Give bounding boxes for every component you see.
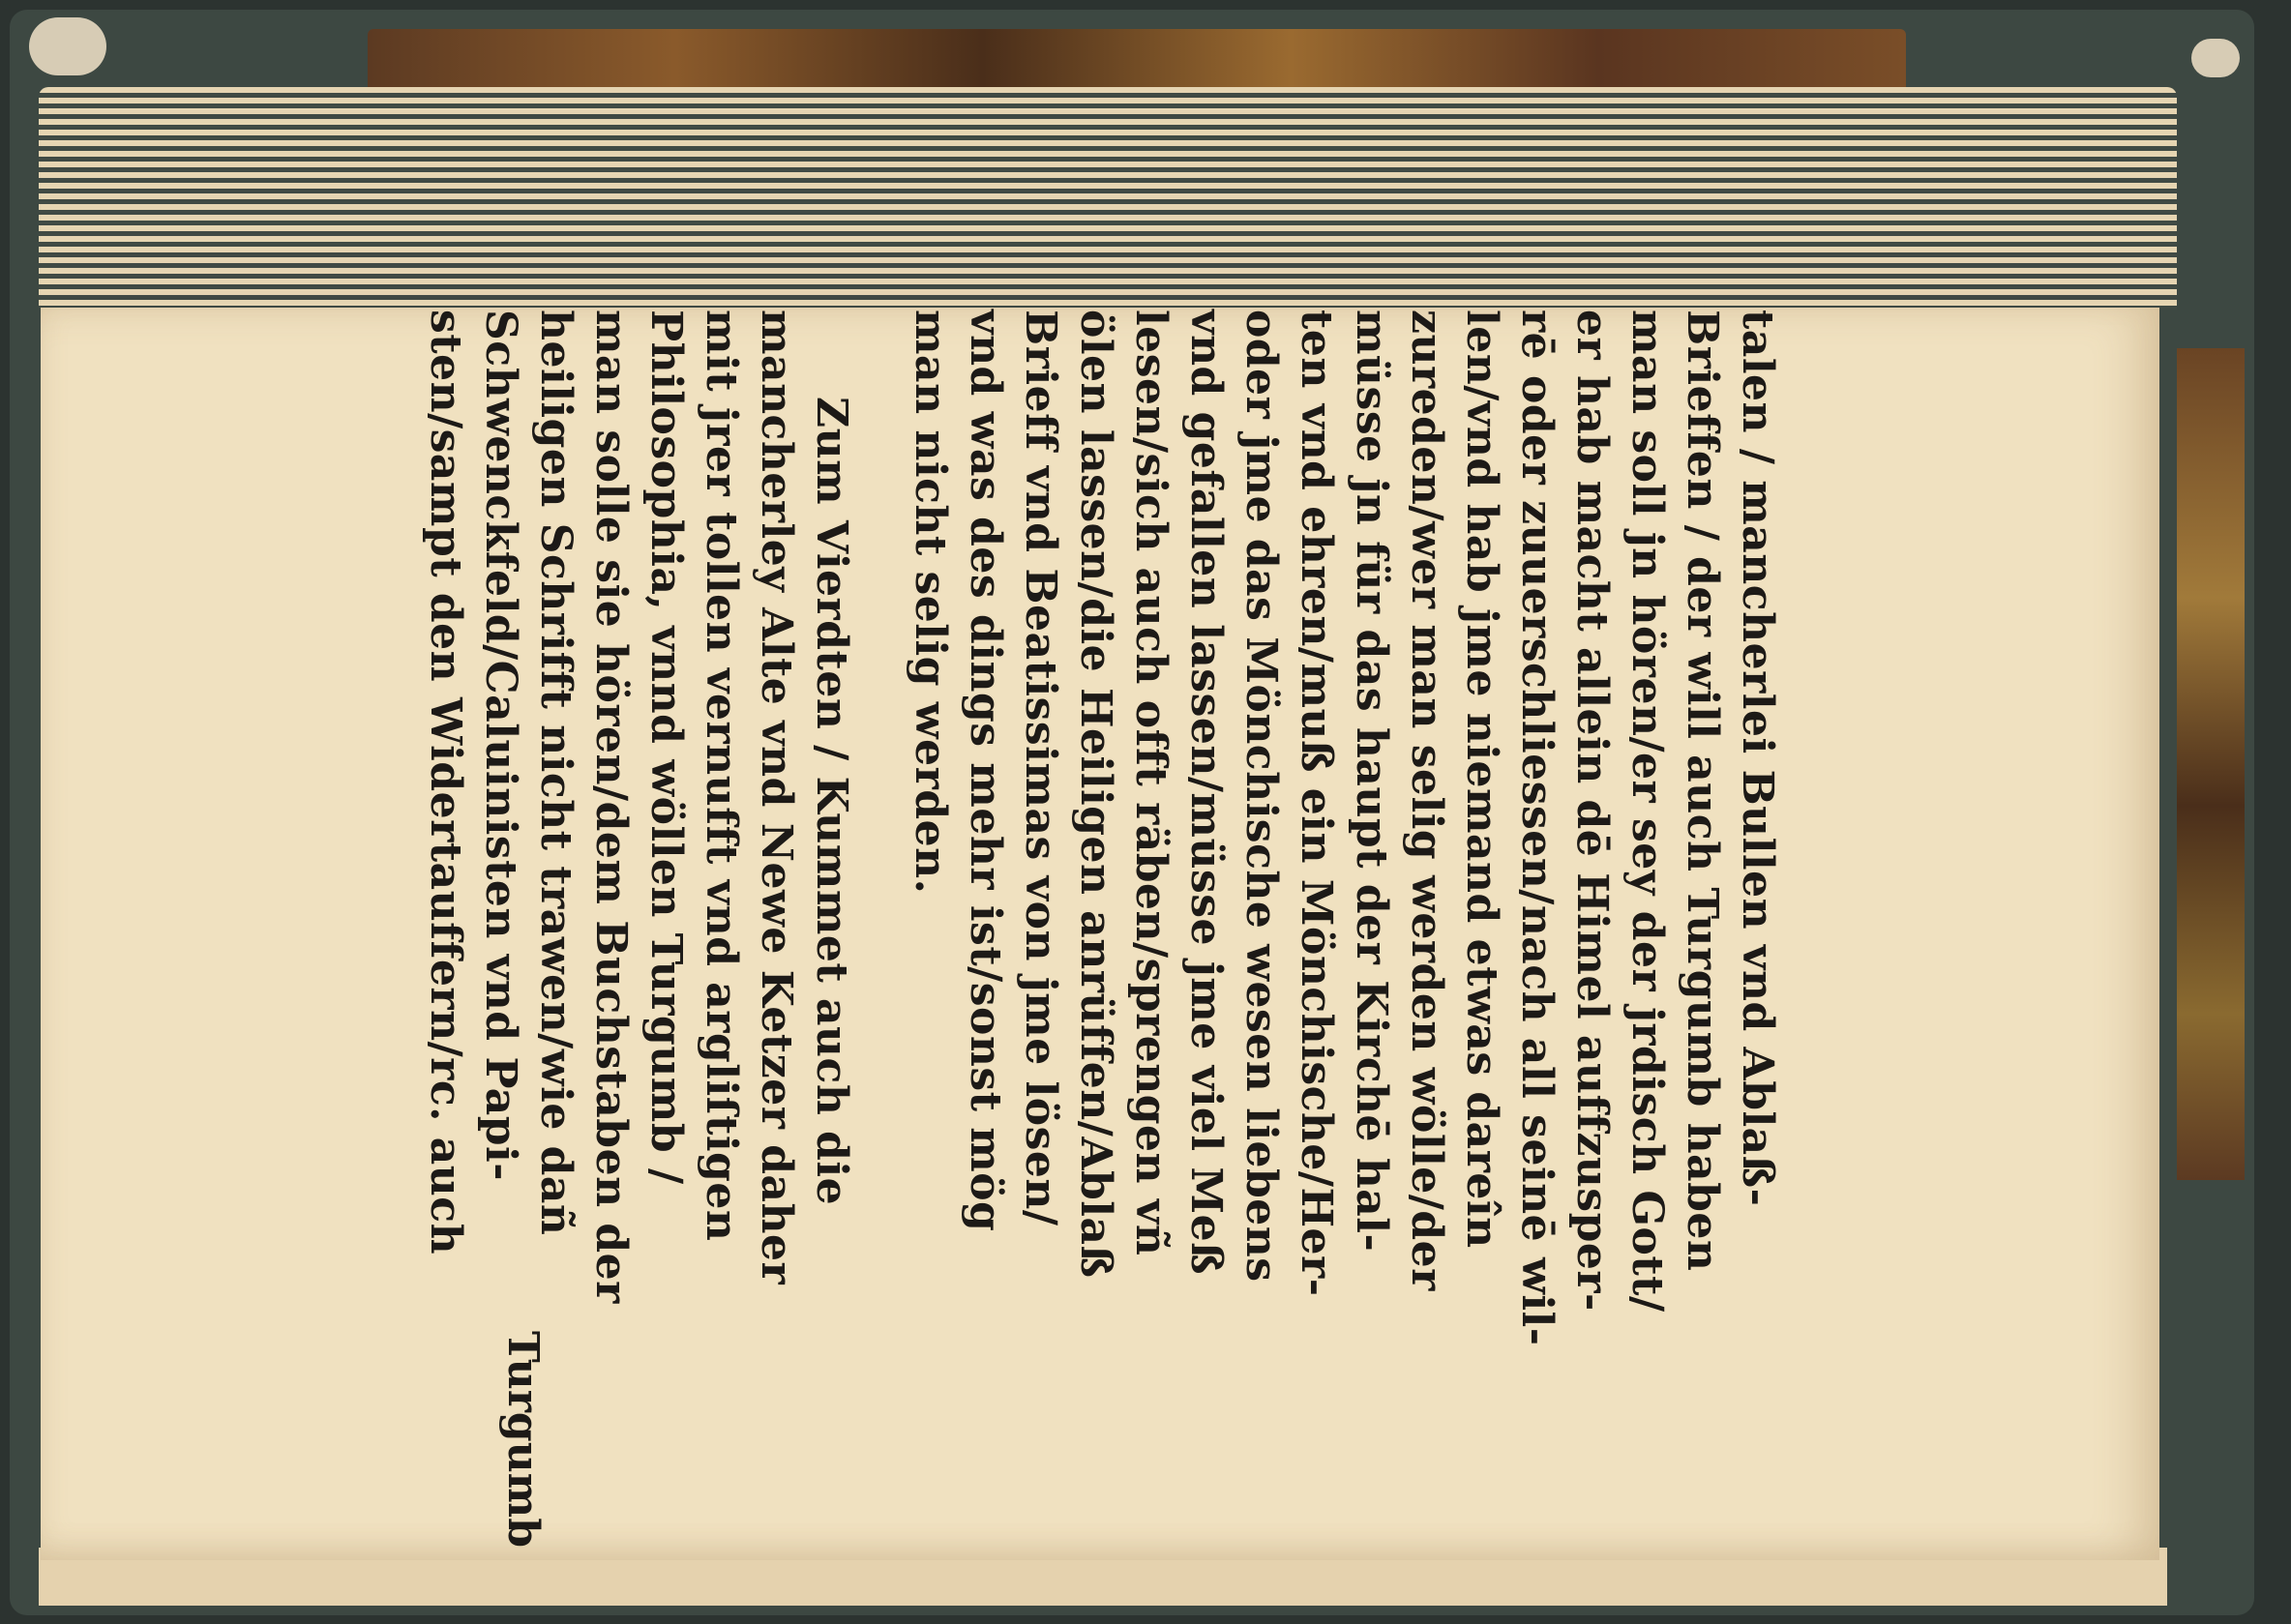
rotated-text-block	[421, 310, 1785, 1548]
text-line: vnd was des dings mehr ist/sonst mög	[961, 310, 1010, 1232]
text-line: ölen lassen/die Heiligen anrüffen/Ablaß	[1071, 310, 1120, 1279]
catchword: Turgumb	[498, 1331, 548, 1548]
text-line: Zum Vierdten / Kummet auch die	[807, 397, 856, 1206]
text-line: mancherley Alte vnd Newe Ketzer daher	[752, 310, 801, 1285]
text-line: heiligen Schrifft nicht trawen/wie dañ	[531, 310, 580, 1236]
text-line: Brieff vnd Beatissimas von jme lösen/	[1016, 310, 1065, 1226]
cover-corner-top-left	[29, 17, 106, 75]
cover-corner-top-right	[2191, 39, 2240, 77]
text-line: Brieffen / der will auch Turgumb haben	[1678, 310, 1727, 1272]
text-line: rē oder zuuerschliessen/nach all seinē wil-	[1512, 310, 1562, 1346]
text-line: ten vnd ehren/muß ein Mönchische/Her-	[1292, 310, 1341, 1297]
text-line: oder jme das Mönchische wesen liebens	[1236, 310, 1286, 1283]
text-line: müsse jn für das haupt der Kirchē hal-	[1347, 310, 1396, 1253]
text-line: Philosophia, vnnd wöllen Turgumb /	[641, 310, 691, 1185]
text-line: zureden/wer man selig werden wölle/der	[1402, 310, 1451, 1291]
text-line: man soll jn hören/er sey der jrdisch Gott/	[1622, 310, 1672, 1313]
text-line: er hab macht allein dē Himel auffzusper-	[1567, 310, 1617, 1312]
text-line: talen / mancherlei Bullen vnd Ablaß-	[1733, 310, 1782, 1207]
text-line: vnd gefallen lassen/müsse jme viel Meß	[1181, 310, 1231, 1276]
page-edge-stack	[39, 87, 2177, 310]
marbled-endpaper-right	[2177, 348, 2245, 1180]
text-line: Schwenckfeld/Caluinisten vnd Papi-	[476, 310, 525, 1182]
paragraph-1	[903, 310, 1785, 1548]
text-line: mit jrer tollen vernufft vnd argliſtigen	[697, 310, 746, 1242]
text-line: sten/sampt den Widertauffern/rc. auch	[421, 310, 470, 1255]
paragraph-2	[418, 310, 859, 1548]
text-line: len/vnd hab jme niemand etwas dareîn	[1457, 310, 1506, 1249]
text-line: man nicht selig werden.	[906, 310, 955, 895]
text-line: man solle sie hören/dem Buchstaben der	[586, 310, 636, 1304]
text-line: lesen/sich auch offt räben/sprengen vñ	[1126, 310, 1175, 1256]
